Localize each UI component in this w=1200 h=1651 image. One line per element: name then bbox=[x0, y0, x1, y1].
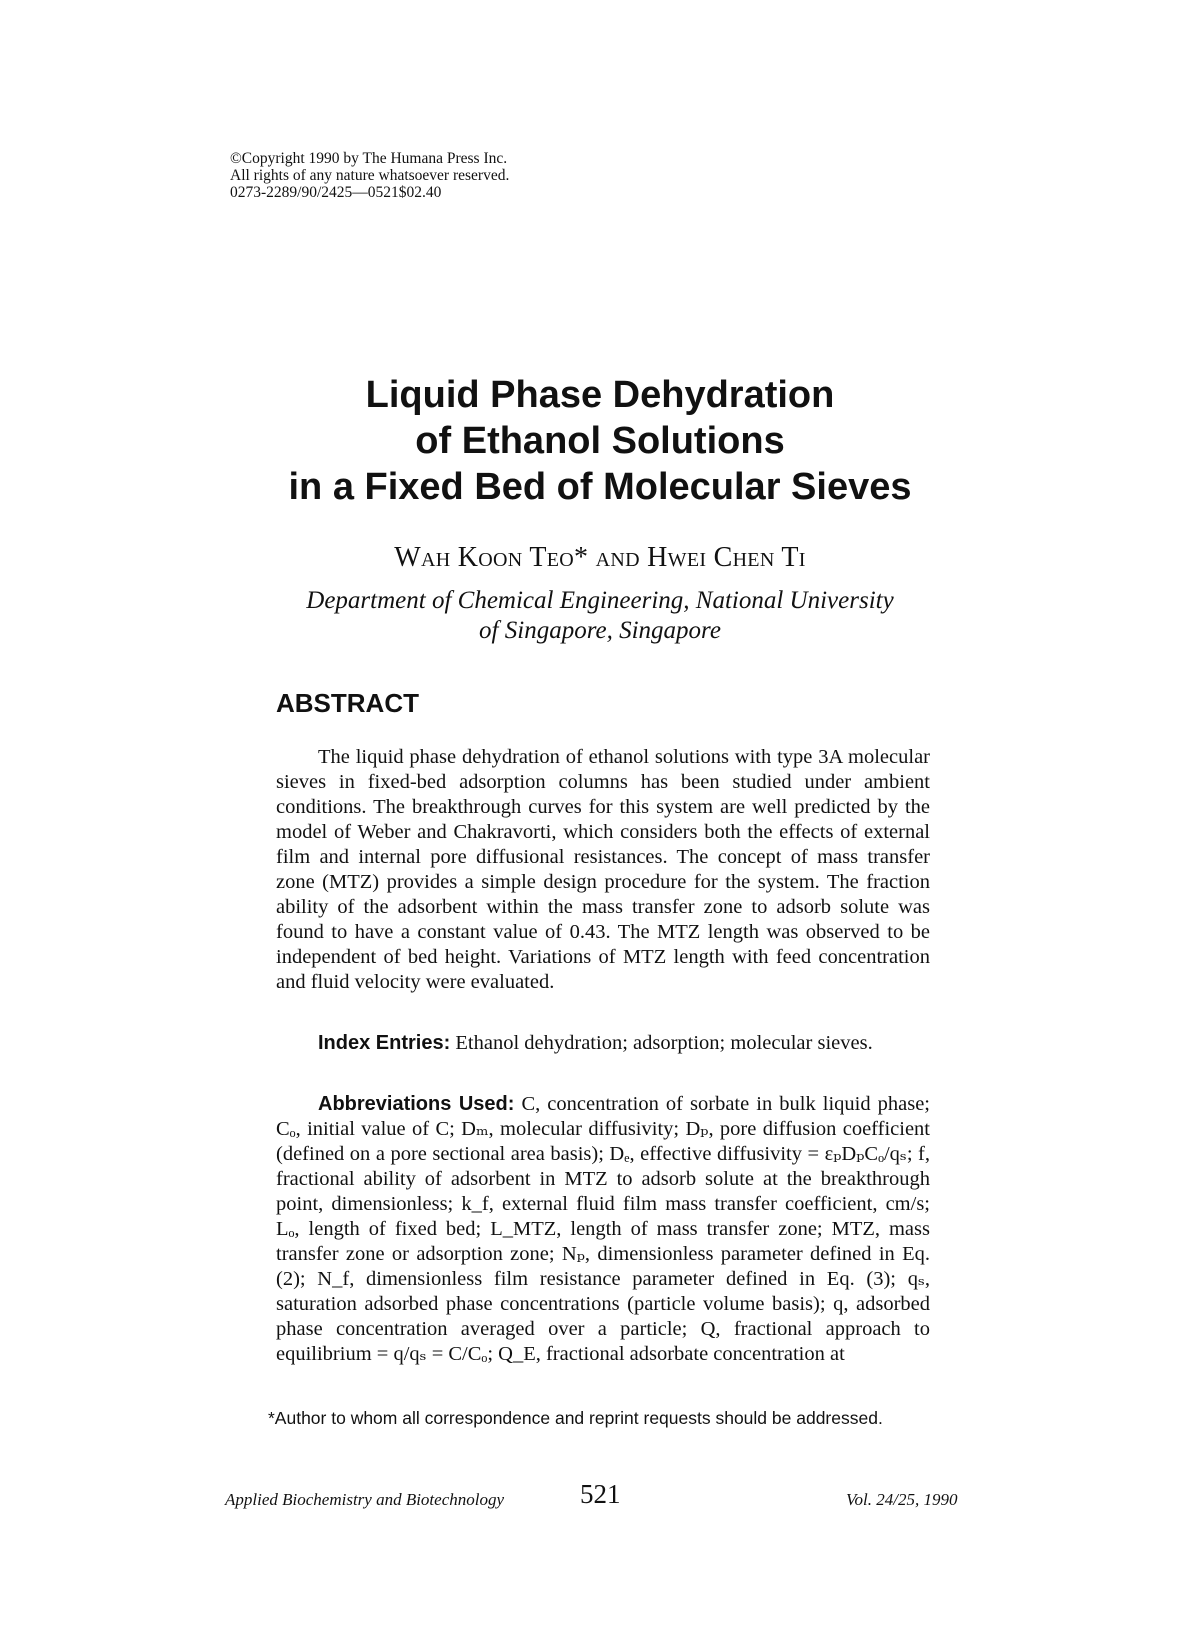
title-line-1: Liquid Phase Dehydration bbox=[365, 374, 835, 416]
paper-title bbox=[0, 372, 1200, 510]
copyright-notice bbox=[230, 150, 509, 201]
page-number: 521 bbox=[580, 1479, 621, 1509]
abbreviations-text: C, concentration of sorbate in bulk liquid phase; Cₒ, initial value of C; Dₘ, molecular diffusivity; Dₚ, pore diffusion coefficient (defined on a pore sectional area basis); Dₑ, effective diffusivity = εₚDₚCₒ/qₛ; f, fractional ability of adsorbent in MTZ to adsorb solute at the breakthrough point, dimensionless; k_f, external fluid film mass transfer coefficient, cm/s; Lₒ, length of fixed bed; L_MTZ, length of mass transfer zone; MTZ, mass transfer zone or adsorption zone; Nₚ, dimensionless parameter defined in Eq. (2); N_f, dimensionless film resistance parameter defined in Eq. (3); qₛ, saturation adsorbed phase concentrations (particle volume basis); q, adsorbed phase concentration averaged over a particle; Q, fractional approach to equilibrium = q/qₛ = C/Cₒ; Q_E, fractional adsorbate concentration at bbox=[276, 1093, 930, 1365]
abbreviations bbox=[276, 1092, 930, 1367]
authors: Wah Koon Teo* and Hwei Chen Ti bbox=[394, 542, 806, 573]
index-entries-label: Index Entries: bbox=[318, 1032, 451, 1054]
affiliation bbox=[0, 586, 1200, 646]
affiliation-line-2: of Singapore, Singapore bbox=[479, 617, 721, 644]
abstract-heading: ABSTRACT bbox=[276, 688, 419, 718]
index-entries-text: Ethanol dehydration; adsorption; molecular sieves. bbox=[450, 1032, 873, 1054]
affiliation-line-1: Department of Chemical Engineering, National University bbox=[306, 587, 894, 614]
index-entries bbox=[276, 1031, 930, 1056]
abstract-paragraph: The liquid phase dehydration of ethanol solutions with type 3A molecular sieves in fixed-bed adsorption columns has been studied under ambient conditions. The breakthrough curves for this system are well predicted by the model of Weber and Chakravorti, which considers both the effects of external film and internal pore diffusional resistances. The concept of mass transfer zone (MTZ) provides a simple design procedure for the system. The fraction ability of the adsorbent within the mass transfer zone to adsorb solute was found to have a constant value of 0.43. The MTZ length was observed to be independent of bed height. Variations of MTZ length with feed concentration and fluid velocity were evaluated. bbox=[276, 746, 930, 993]
abbreviations-label: Abbreviations Used: bbox=[318, 1093, 515, 1115]
title-line-3: in a Fixed Bed of Molecular Sieves bbox=[288, 466, 912, 508]
abbreviations-paragraph bbox=[276, 1092, 930, 1367]
volume-info: Vol. 24/25, 1990 bbox=[846, 1490, 958, 1509]
abstract-body bbox=[276, 745, 930, 995]
author-footnote: *Author to whom all correspondence and reprint requests should be addressed. bbox=[268, 1408, 883, 1428]
code-line: 0273-2289/90/2425—0521$02.40 bbox=[230, 184, 442, 201]
copyright-line: ©Copyright 1990 by The Humana Press Inc. bbox=[230, 150, 508, 167]
journal-name: Applied Biochemistry and Biotechnology bbox=[225, 1490, 505, 1509]
title-line-2: of Ethanol Solutions bbox=[415, 420, 785, 462]
rights-line: All rights of any nature whatsoever reserved. bbox=[230, 167, 510, 184]
index-entries-paragraph bbox=[276, 1031, 930, 1056]
